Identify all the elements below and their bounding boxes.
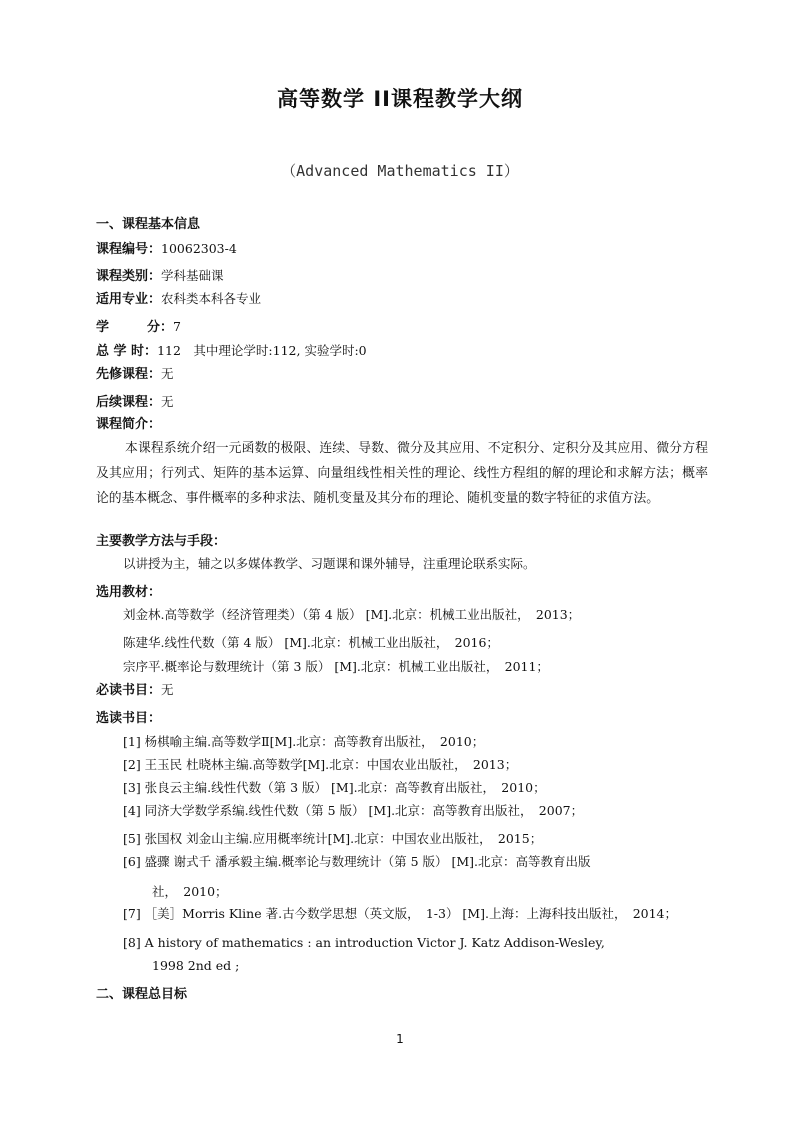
course-code-row bbox=[96, 240, 237, 259]
optional-reading-label: 选读书目： bbox=[96, 711, 162, 726]
hours-label: 总 学 时： bbox=[96, 344, 158, 359]
textbook-label: 选用教材： bbox=[96, 585, 162, 600]
textbook-item: 陈建华.线性代数（第 4 版） [M].北京：机械工业出版社， 2016； bbox=[123, 635, 499, 650]
intro-label: 课程简介： bbox=[96, 417, 162, 432]
credit-label-b: 分： bbox=[147, 320, 174, 335]
method-text: 以讲授为主，辅之以多媒体教学、习题课和课外辅导，注重理论联系实际。 bbox=[123, 556, 536, 571]
followup-value: 无 bbox=[161, 394, 174, 409]
hours-row bbox=[96, 342, 367, 361]
page-subtitle: （Advanced Mathematics II） bbox=[281, 162, 519, 180]
required-reading-value: 无 bbox=[161, 682, 174, 697]
course-code-label: 课程编号： bbox=[96, 242, 162, 257]
section-heading-course-goals: 二、课程总目标 bbox=[96, 987, 188, 1002]
method-label-row bbox=[96, 533, 226, 551]
page-title: 高等数学 II课程教学大纲 bbox=[277, 87, 523, 111]
credit-label-a: 学 bbox=[96, 320, 110, 335]
prerequisite-row bbox=[96, 365, 174, 384]
section-heading-basic-info: 一、课程基本信息 bbox=[96, 217, 201, 232]
textbook-label-row bbox=[96, 584, 161, 602]
optional-reading-label-row bbox=[96, 710, 161, 728]
required-reading-row bbox=[96, 681, 174, 700]
prerequisite-label: 先修课程： bbox=[96, 367, 162, 382]
followup-row bbox=[96, 393, 174, 412]
textbook-item: 刘金林.高等数学（经济管理类）（第 4 版） [M].北京：机械工业出版社， 2013； bbox=[123, 607, 581, 622]
prerequisite-value: 无 bbox=[161, 366, 174, 381]
credit-row bbox=[96, 318, 181, 337]
hours-value: 112 其中理论学时:112, 实验学时:0 bbox=[157, 343, 367, 358]
optional-reading-item: [4] 同济大学数学系编.线性代数（第 5 版） [M].北京：高等教育出版社， 2007； bbox=[123, 803, 584, 818]
major-label: 适用专业： bbox=[96, 292, 162, 307]
textbook-item: 宗序平.概率论与数理统计（第 3 版） [M].北京：机械工业出版社， 2011； bbox=[123, 659, 549, 674]
followup-label: 后续课程： bbox=[96, 395, 162, 410]
major-row bbox=[96, 290, 261, 309]
optional-reading-item: [7] ［美］Morris Kline 著.古今数学思想（英文版， 1-3） [M].上海：上海科技出版社， 2014； bbox=[123, 906, 678, 921]
course-code-value: 10062303-4 bbox=[161, 241, 237, 256]
major-value: 农科类本科各专业 bbox=[161, 291, 262, 306]
optional-reading-item: [5] 张国权 刘金山主编.应用概率统计[M].北京：中国农业出版社， 2015； bbox=[123, 831, 543, 846]
optional-reading-item-continued: 社， 2010； bbox=[152, 884, 228, 899]
intro-label-row bbox=[96, 416, 161, 434]
course-intro-paragraph: 本课程系统介绍一元函数的极限、连续、导数、微分及其应用、不定积分、定积分及其应用、微分方程及其应用；行列式、矩阵的基本运算、向量组线性相关性的理论、线性方程组的解的理论和求解方法；概率论的基本概念、事件概率的多种求法、随机变量及其分布的理论、随机变量的数字特征的求值方法。 bbox=[96, 441, 708, 506]
course-type-value: 学科基础课 bbox=[161, 268, 224, 283]
optional-reading-item: [2] 王玉民 杜晓林主编.高等数学[M].北京：中国农业出版社， 2013； bbox=[123, 757, 518, 772]
credit-value: 7 bbox=[173, 319, 181, 334]
optional-reading-item: [3] 张良云主编.线性代数（第 3 版） [M].北京：高等教育出版社， 2010； bbox=[123, 780, 546, 795]
optional-reading-item-continued: 1998 2nd ed ; bbox=[152, 958, 240, 973]
optional-reading-item: [6] 盛骤 谢式千 潘承毅主编.概率论与数理统计（第 5 版） [M].北京：高等教育出版 bbox=[123, 854, 591, 869]
course-type-label: 课程类别： bbox=[96, 269, 162, 284]
optional-reading-item: [8] A history of mathematics : an introduction Victor J. Katz Addison-Wesley, bbox=[123, 935, 605, 950]
course-type-row bbox=[96, 267, 224, 286]
page-number: 1 bbox=[396, 1032, 404, 1046]
optional-reading-item: [1] 杨棋喻主编.高等数学Ⅱ[M].北京：高等教育出版社， 2010； bbox=[123, 734, 485, 749]
required-reading-label: 必读书目： bbox=[96, 683, 162, 698]
method-label: 主要教学方法与手段： bbox=[96, 534, 227, 549]
